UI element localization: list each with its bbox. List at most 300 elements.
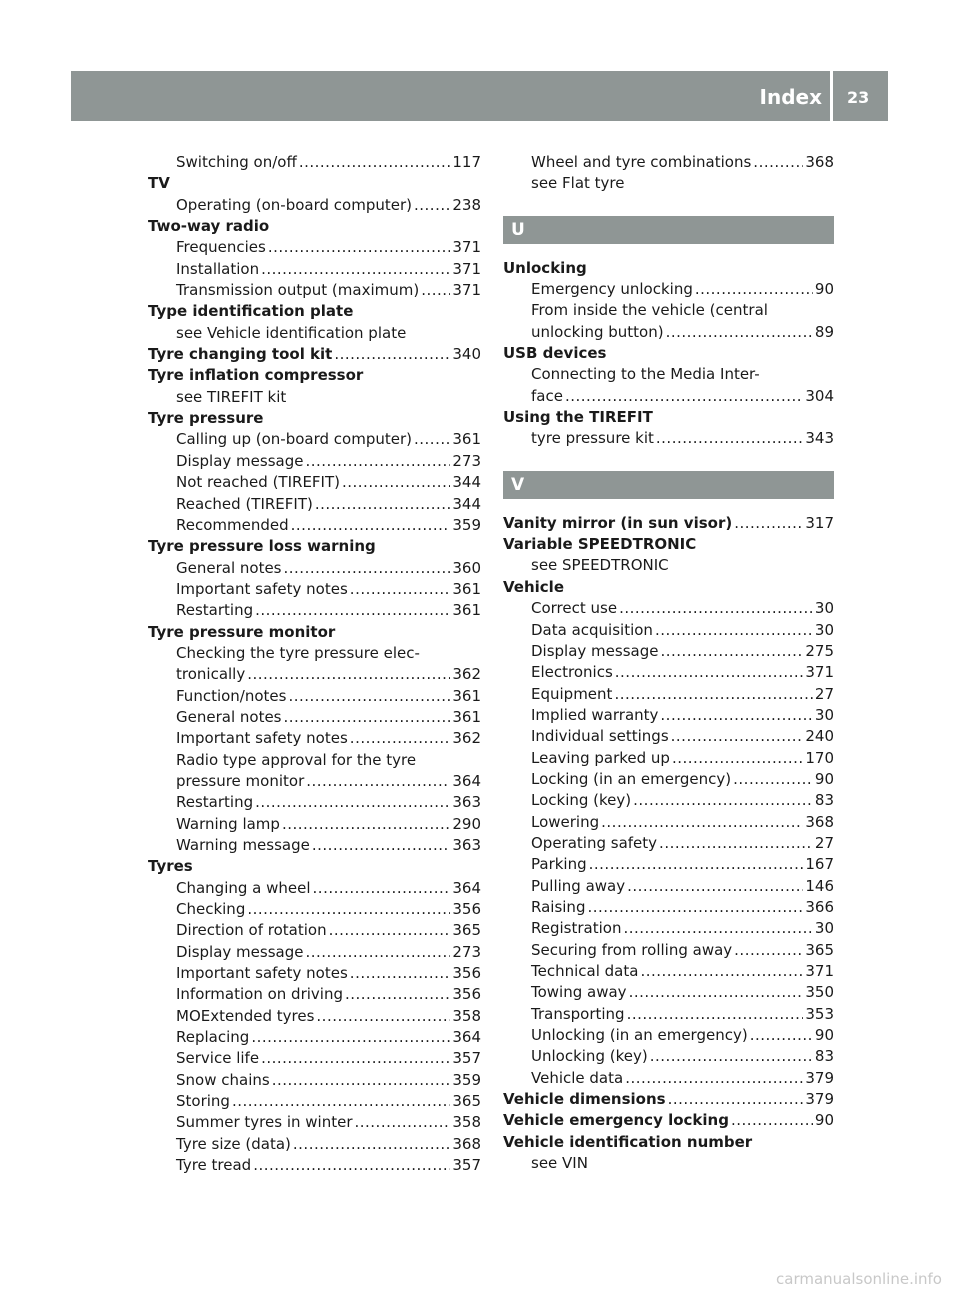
entry-label: From inside the vehicle (central <box>531 301 768 320</box>
entry-label: Tyre pressure loss warning <box>148 537 376 556</box>
entry-page-number: 365 <box>452 1092 481 1111</box>
entry-label: Service life <box>176 1049 260 1068</box>
entry-label: Securing from rolling away <box>531 940 733 959</box>
index-column-right <box>503 152 834 1174</box>
index-subentry <box>148 1091 481 1112</box>
dot-leader <box>329 920 451 941</box>
dot-leader <box>253 1155 450 1176</box>
entry-label: Registration <box>531 919 622 938</box>
dot-leader <box>342 472 450 493</box>
index-subentry <box>503 918 834 939</box>
entry-page-number: 356 <box>452 964 481 983</box>
dot-leader <box>668 1089 804 1110</box>
index-subentry <box>148 1006 481 1027</box>
entry-page-number: 371 <box>452 281 481 300</box>
entry-page-number: 361 <box>452 579 481 598</box>
header-page-number: 23 <box>847 88 870 107</box>
entry-label: Switching on/off <box>176 153 297 171</box>
dot-leader <box>334 344 450 365</box>
index-subentry <box>148 600 481 621</box>
dot-leader <box>284 707 451 728</box>
index-entry <box>503 343 834 364</box>
entry-label: Function/notes <box>176 686 287 705</box>
entry-label: Unlocking (key) <box>531 1047 648 1066</box>
entry-page-number: 167 <box>805 855 834 874</box>
entry-label: Warning lamp <box>176 814 280 833</box>
entry-page-number: 356 <box>452 985 481 1004</box>
entry-label: Operating safety <box>531 833 658 852</box>
entry-label: General notes <box>176 707 282 726</box>
entry-label: Parking <box>531 855 587 874</box>
dot-leader <box>587 897 803 918</box>
entry-page-number: 344 <box>452 494 481 513</box>
entry-label: Tyre size (data) <box>176 1134 291 1153</box>
entry-label: tyre pressure kit <box>531 429 654 448</box>
entry-page-number: 30 <box>814 599 834 618</box>
entry-label: face <box>531 386 563 405</box>
index-subentry <box>148 280 481 301</box>
dot-leader <box>565 386 803 407</box>
index-subentry <box>148 237 481 258</box>
dot-leader <box>305 942 450 963</box>
dot-leader <box>672 748 803 769</box>
entry-label: Variable SPEEDTRONIC <box>503 535 697 554</box>
index-entry <box>148 536 481 557</box>
entry-page-number: 379 <box>805 1090 834 1109</box>
index-subentry <box>503 1004 834 1025</box>
entry-label: Vehicle dimensions <box>503 1090 666 1109</box>
index-subentry <box>148 835 481 856</box>
dot-leader <box>629 982 804 1003</box>
entry-label: Transporting <box>531 1004 625 1023</box>
entry-label: Recommended <box>176 515 289 534</box>
entry-label: Towing away <box>531 983 627 1002</box>
dot-leader <box>627 876 803 897</box>
dot-leader <box>671 726 804 747</box>
index-subentry <box>148 195 481 216</box>
entry-label: Raising <box>531 897 586 916</box>
index-subentry <box>148 558 481 579</box>
entry-label: Installation <box>176 259 260 278</box>
dot-leader <box>633 790 813 811</box>
dot-leader <box>731 1110 813 1131</box>
index-subentry <box>503 322 834 343</box>
entry-label: Tyre tread <box>176 1156 252 1175</box>
dot-leader <box>232 1091 450 1112</box>
index-subentry <box>148 515 481 536</box>
index-column-left <box>148 152 481 1177</box>
index-subentry <box>148 984 481 1005</box>
index-subentry <box>148 387 481 408</box>
dot-leader <box>305 451 450 472</box>
index-subentry <box>503 173 834 194</box>
index-subentry <box>503 1068 834 1089</box>
entry-page-number: 359 <box>452 515 481 534</box>
entry-label: Tyre changing tool kit <box>148 345 333 364</box>
entry-label: Important safety notes <box>176 579 348 598</box>
dot-leader <box>288 686 450 707</box>
dot-leader <box>695 279 813 300</box>
entry-label: Tyre inflation compressor <box>148 366 364 385</box>
dot-leader <box>261 259 450 280</box>
dot-leader <box>421 280 450 301</box>
dot-leader <box>614 684 812 705</box>
entry-page-number: 363 <box>452 793 481 812</box>
dot-leader <box>650 1046 813 1067</box>
dot-leader <box>734 513 803 534</box>
entry-label: see Vehicle identification plate <box>176 323 407 342</box>
dot-leader <box>640 961 803 982</box>
index-subentry <box>503 940 834 961</box>
entry-label: Two-way radio <box>148 217 270 236</box>
entry-page-number: 364 <box>452 771 481 790</box>
entry-label: Display message <box>531 641 659 660</box>
index-subentry <box>503 662 834 683</box>
index-entry <box>503 534 834 555</box>
index-subentry <box>503 641 834 662</box>
index-subentry <box>148 707 481 728</box>
index-entry <box>503 407 834 428</box>
index-entry <box>148 216 481 237</box>
index-subentry <box>148 814 481 835</box>
entry-label: Important safety notes <box>176 964 348 983</box>
index-subentry <box>148 643 481 664</box>
index-subentry <box>148 686 481 707</box>
index-subentry <box>503 982 834 1003</box>
entry-label: Important safety notes <box>176 729 348 748</box>
index-entry <box>148 622 481 643</box>
entry-page-number: 317 <box>805 513 834 532</box>
entry-page-number: 362 <box>452 729 481 748</box>
index-subentry <box>503 790 834 811</box>
entry-page-number: 360 <box>452 558 481 577</box>
entry-label: General notes <box>176 558 282 577</box>
index-subentry <box>503 300 834 321</box>
index-entry <box>503 513 834 534</box>
index-subentry <box>503 897 834 918</box>
index-subentry <box>503 386 834 407</box>
entry-label: Data acquisition <box>531 620 653 639</box>
index-entry <box>148 365 481 386</box>
entry-page-number: 358 <box>452 1006 481 1025</box>
entry-page-number: 359 <box>452 1070 481 1089</box>
entry-label: Vanity mirror (in sun visor) <box>503 513 733 532</box>
index-subentry <box>148 750 481 771</box>
entry-page-number: 363 <box>452 836 481 854</box>
entry-page-number: 368 <box>805 153 834 171</box>
dot-leader <box>293 1134 450 1155</box>
dot-leader <box>414 429 450 450</box>
entry-label: Electronics <box>531 663 613 682</box>
entry-label: see VIN <box>531 1154 588 1173</box>
entry-page-number: 240 <box>805 727 834 746</box>
index-subentry <box>503 748 834 769</box>
entry-page-number: 83 <box>814 791 834 810</box>
entry-label: Checking the tyre pressure elec- <box>176 643 420 662</box>
dot-leader <box>666 322 813 343</box>
entry-label: Reached (TIREFIT) <box>176 494 313 513</box>
dot-leader <box>625 1068 803 1089</box>
dot-leader <box>753 152 803 173</box>
entry-page-number: 89 <box>814 322 834 341</box>
entry-page-number: 146 <box>805 876 834 895</box>
index-subentry <box>503 1153 834 1174</box>
entry-page-number: 358 <box>452 1113 481 1132</box>
entry-page-number: 30 <box>814 620 834 639</box>
entry-label: see Flat tyre <box>531 174 625 193</box>
entry-page-number: 90 <box>814 1026 834 1045</box>
entry-page-number: 368 <box>452 1134 481 1153</box>
dot-leader <box>619 598 813 619</box>
dot-leader <box>660 705 813 726</box>
entry-label: Changing a wheel <box>176 878 311 897</box>
index-subentry <box>503 812 834 833</box>
entry-label: Correct use <box>531 599 618 618</box>
index-subentry <box>503 152 834 173</box>
dot-leader <box>589 854 804 875</box>
entry-label: tronically <box>176 665 246 684</box>
entry-label: Technical data <box>531 962 639 980</box>
dot-leader <box>272 1070 451 1091</box>
entry-label: Tyre pressure monitor <box>148 622 336 641</box>
entry-page-number: 371 <box>805 663 834 682</box>
index-subentry <box>148 899 481 920</box>
entry-page-number: 365 <box>452 921 481 940</box>
entry-page-number: 304 <box>805 386 834 405</box>
index-subentry <box>503 705 834 726</box>
entry-label: Replacing <box>176 1028 250 1047</box>
index-subentry <box>148 451 481 472</box>
index-subentry <box>148 1027 481 1048</box>
dot-leader <box>313 878 451 899</box>
entry-label: Display message <box>176 942 304 961</box>
index-subentry <box>503 428 834 449</box>
entry-label: Restarting <box>176 601 254 620</box>
index-entry <box>148 173 481 194</box>
index-subentry <box>148 494 481 515</box>
entry-page-number: 357 <box>452 1156 481 1175</box>
entry-page-number: 364 <box>452 1028 481 1047</box>
entry-page-number: 27 <box>814 684 834 703</box>
entry-page-number: 273 <box>452 942 481 961</box>
entry-page-number: 361 <box>452 601 481 620</box>
index-subentry <box>503 279 834 300</box>
entry-label: Information on driving <box>176 985 343 1004</box>
index-subentry <box>503 364 834 385</box>
index-subentry <box>503 555 834 576</box>
entry-label: Locking (key) <box>531 791 632 810</box>
dot-leader <box>655 620 813 641</box>
entry-label: Summer tyres in winter <box>176 1113 353 1132</box>
index-entry <box>503 1132 834 1153</box>
index-subentry <box>148 1134 481 1155</box>
entry-page-number: 371 <box>452 238 481 257</box>
index-subentry <box>148 942 481 963</box>
dot-leader <box>659 833 813 854</box>
index-subentry <box>503 769 834 790</box>
entry-page-number: 364 <box>452 878 481 897</box>
entry-label: Implied warranty <box>531 705 659 724</box>
page-header <box>71 71 888 121</box>
dot-leader <box>268 237 451 258</box>
entry-page-number: 368 <box>805 812 834 831</box>
entry-label: Checking <box>176 900 246 919</box>
entry-page-number: 371 <box>452 259 481 278</box>
index-subentry <box>503 1046 834 1067</box>
entry-page-number: 273 <box>452 451 481 470</box>
entry-label: Vehicle identification number <box>503 1132 753 1151</box>
dot-leader <box>345 984 450 1005</box>
entry-label: Restarting <box>176 793 254 812</box>
entry-label: pressure monitor <box>176 771 305 790</box>
entry-label: Tyre pressure <box>148 409 264 428</box>
dot-leader <box>350 579 451 600</box>
index-subentry <box>148 1112 481 1133</box>
entry-label: USB devices <box>503 344 607 363</box>
dot-leader <box>623 918 812 939</box>
entry-label: MOExtended tyres <box>176 1006 315 1025</box>
index-entry <box>503 1110 834 1131</box>
index-subentry <box>503 961 834 982</box>
index-subentry <box>148 728 481 749</box>
index-subentry <box>148 579 481 600</box>
entry-label: Not reached (TIREFIT) <box>176 473 340 492</box>
entry-label: Locking (in an emergency) <box>531 769 732 788</box>
entry-page-number: 30 <box>814 705 834 724</box>
index-subentry <box>148 664 481 685</box>
header-section-title: Index <box>759 85 822 109</box>
index-subentry <box>503 1025 834 1046</box>
entry-label: unlocking button) <box>531 322 664 341</box>
entry-page-number: 356 <box>452 900 481 919</box>
entry-page-number: 275 <box>805 641 834 660</box>
entry-page-number: 365 <box>805 940 834 959</box>
entry-label: Connecting to the Media Inter- <box>531 365 760 384</box>
entry-page-number: 357 <box>452 1049 481 1068</box>
entry-page-number: 361 <box>452 430 481 449</box>
dot-leader <box>615 662 804 683</box>
index-entry <box>503 258 834 279</box>
entry-label: Type identification plate <box>148 302 354 321</box>
dot-leader <box>350 963 451 984</box>
index-subentry <box>148 1048 481 1069</box>
index-subentry <box>148 920 481 941</box>
entry-label: Tyres <box>148 857 193 876</box>
entry-label: Emergency unlocking <box>531 280 693 299</box>
index-entry <box>148 301 481 322</box>
entry-page-number: 353 <box>805 1004 834 1023</box>
dot-leader <box>627 1004 804 1025</box>
letter-section-header: V <box>503 471 834 499</box>
entry-label: Storing <box>176 1092 230 1111</box>
index-subentry <box>503 684 834 705</box>
entry-page-number: 90 <box>814 280 834 299</box>
index-subentry <box>148 259 481 280</box>
entry-label: Equipment <box>531 684 613 703</box>
dot-leader <box>284 558 451 579</box>
index-subentry <box>148 792 481 813</box>
entry-page-number: 366 <box>805 897 834 916</box>
entry-label: Transmission output (maximum) <box>176 281 420 300</box>
entry-label: Pulling away <box>531 876 626 895</box>
entry-label: Warning message <box>176 836 310 854</box>
index-subentry <box>148 323 481 344</box>
dot-leader <box>261 1048 450 1069</box>
entry-page-number: 379 <box>805 1068 834 1087</box>
index-subentry <box>503 726 834 747</box>
index-subentry <box>503 598 834 619</box>
entry-page-number: 30 <box>814 919 834 938</box>
entry-label: Snow chains <box>176 1070 270 1089</box>
dot-leader <box>255 792 450 813</box>
dot-leader <box>350 728 451 749</box>
dot-leader <box>282 814 450 835</box>
entry-page-number: 83 <box>814 1047 834 1066</box>
entry-page-number: 344 <box>452 473 481 492</box>
dot-leader <box>306 771 450 792</box>
dot-leader <box>656 428 803 449</box>
dot-leader <box>299 152 451 173</box>
index-subentry <box>148 963 481 984</box>
entry-label: Direction of rotation <box>176 921 327 940</box>
dot-leader <box>733 769 813 790</box>
entry-label: Vehicle data <box>531 1068 624 1087</box>
dot-leader <box>601 812 803 833</box>
entry-page-number: 290 <box>452 814 481 833</box>
entry-label: Wheel and tyre combinations <box>531 153 752 171</box>
index-subentry <box>503 833 834 854</box>
index-subentry <box>503 854 834 875</box>
entry-label: TV <box>148 174 170 193</box>
dot-leader <box>247 664 450 685</box>
entry-page-number: 362 <box>452 665 481 684</box>
entry-label: Calling up (on-board computer) <box>176 430 412 449</box>
entry-label: Lowering <box>531 812 600 831</box>
entry-label: Unlocking (in an emergency) <box>531 1026 748 1045</box>
entry-label: Vehicle emergency locking <box>503 1111 729 1130</box>
dot-leader <box>414 195 450 216</box>
entry-label: see SPEEDTRONIC <box>531 556 669 575</box>
dot-leader <box>316 1006 450 1027</box>
index-entry <box>148 344 481 365</box>
entry-page-number: 238 <box>452 195 481 214</box>
index-subentry <box>148 429 481 450</box>
dot-leader <box>750 1025 813 1046</box>
index-subentry <box>148 1070 481 1091</box>
index-subentry <box>503 876 834 897</box>
entry-label: Leaving parked up <box>531 748 670 767</box>
dot-leader <box>660 641 803 662</box>
entry-label: Unlocking <box>503 258 587 277</box>
index-entry <box>148 856 481 877</box>
entry-page-number: 361 <box>452 707 481 726</box>
entry-page-number: 340 <box>452 345 481 364</box>
footer-watermark: carmanualsonline.info <box>776 1270 942 1288</box>
entry-label: Radio type approval for the tyre <box>176 750 417 769</box>
dot-leader <box>315 494 451 515</box>
letter-section-header: U <box>503 216 834 244</box>
entry-label: Vehicle <box>503 577 564 596</box>
entry-page-number: 343 <box>805 429 834 448</box>
dot-leader <box>255 600 450 621</box>
entry-label: Display message <box>176 451 304 470</box>
index-entry <box>503 1089 834 1110</box>
dot-leader <box>734 940 803 961</box>
entry-label: see TIREFIT kit <box>176 387 287 406</box>
index-subentry <box>148 472 481 493</box>
entry-label: Frequencies <box>176 238 266 257</box>
dot-leader <box>247 899 450 920</box>
